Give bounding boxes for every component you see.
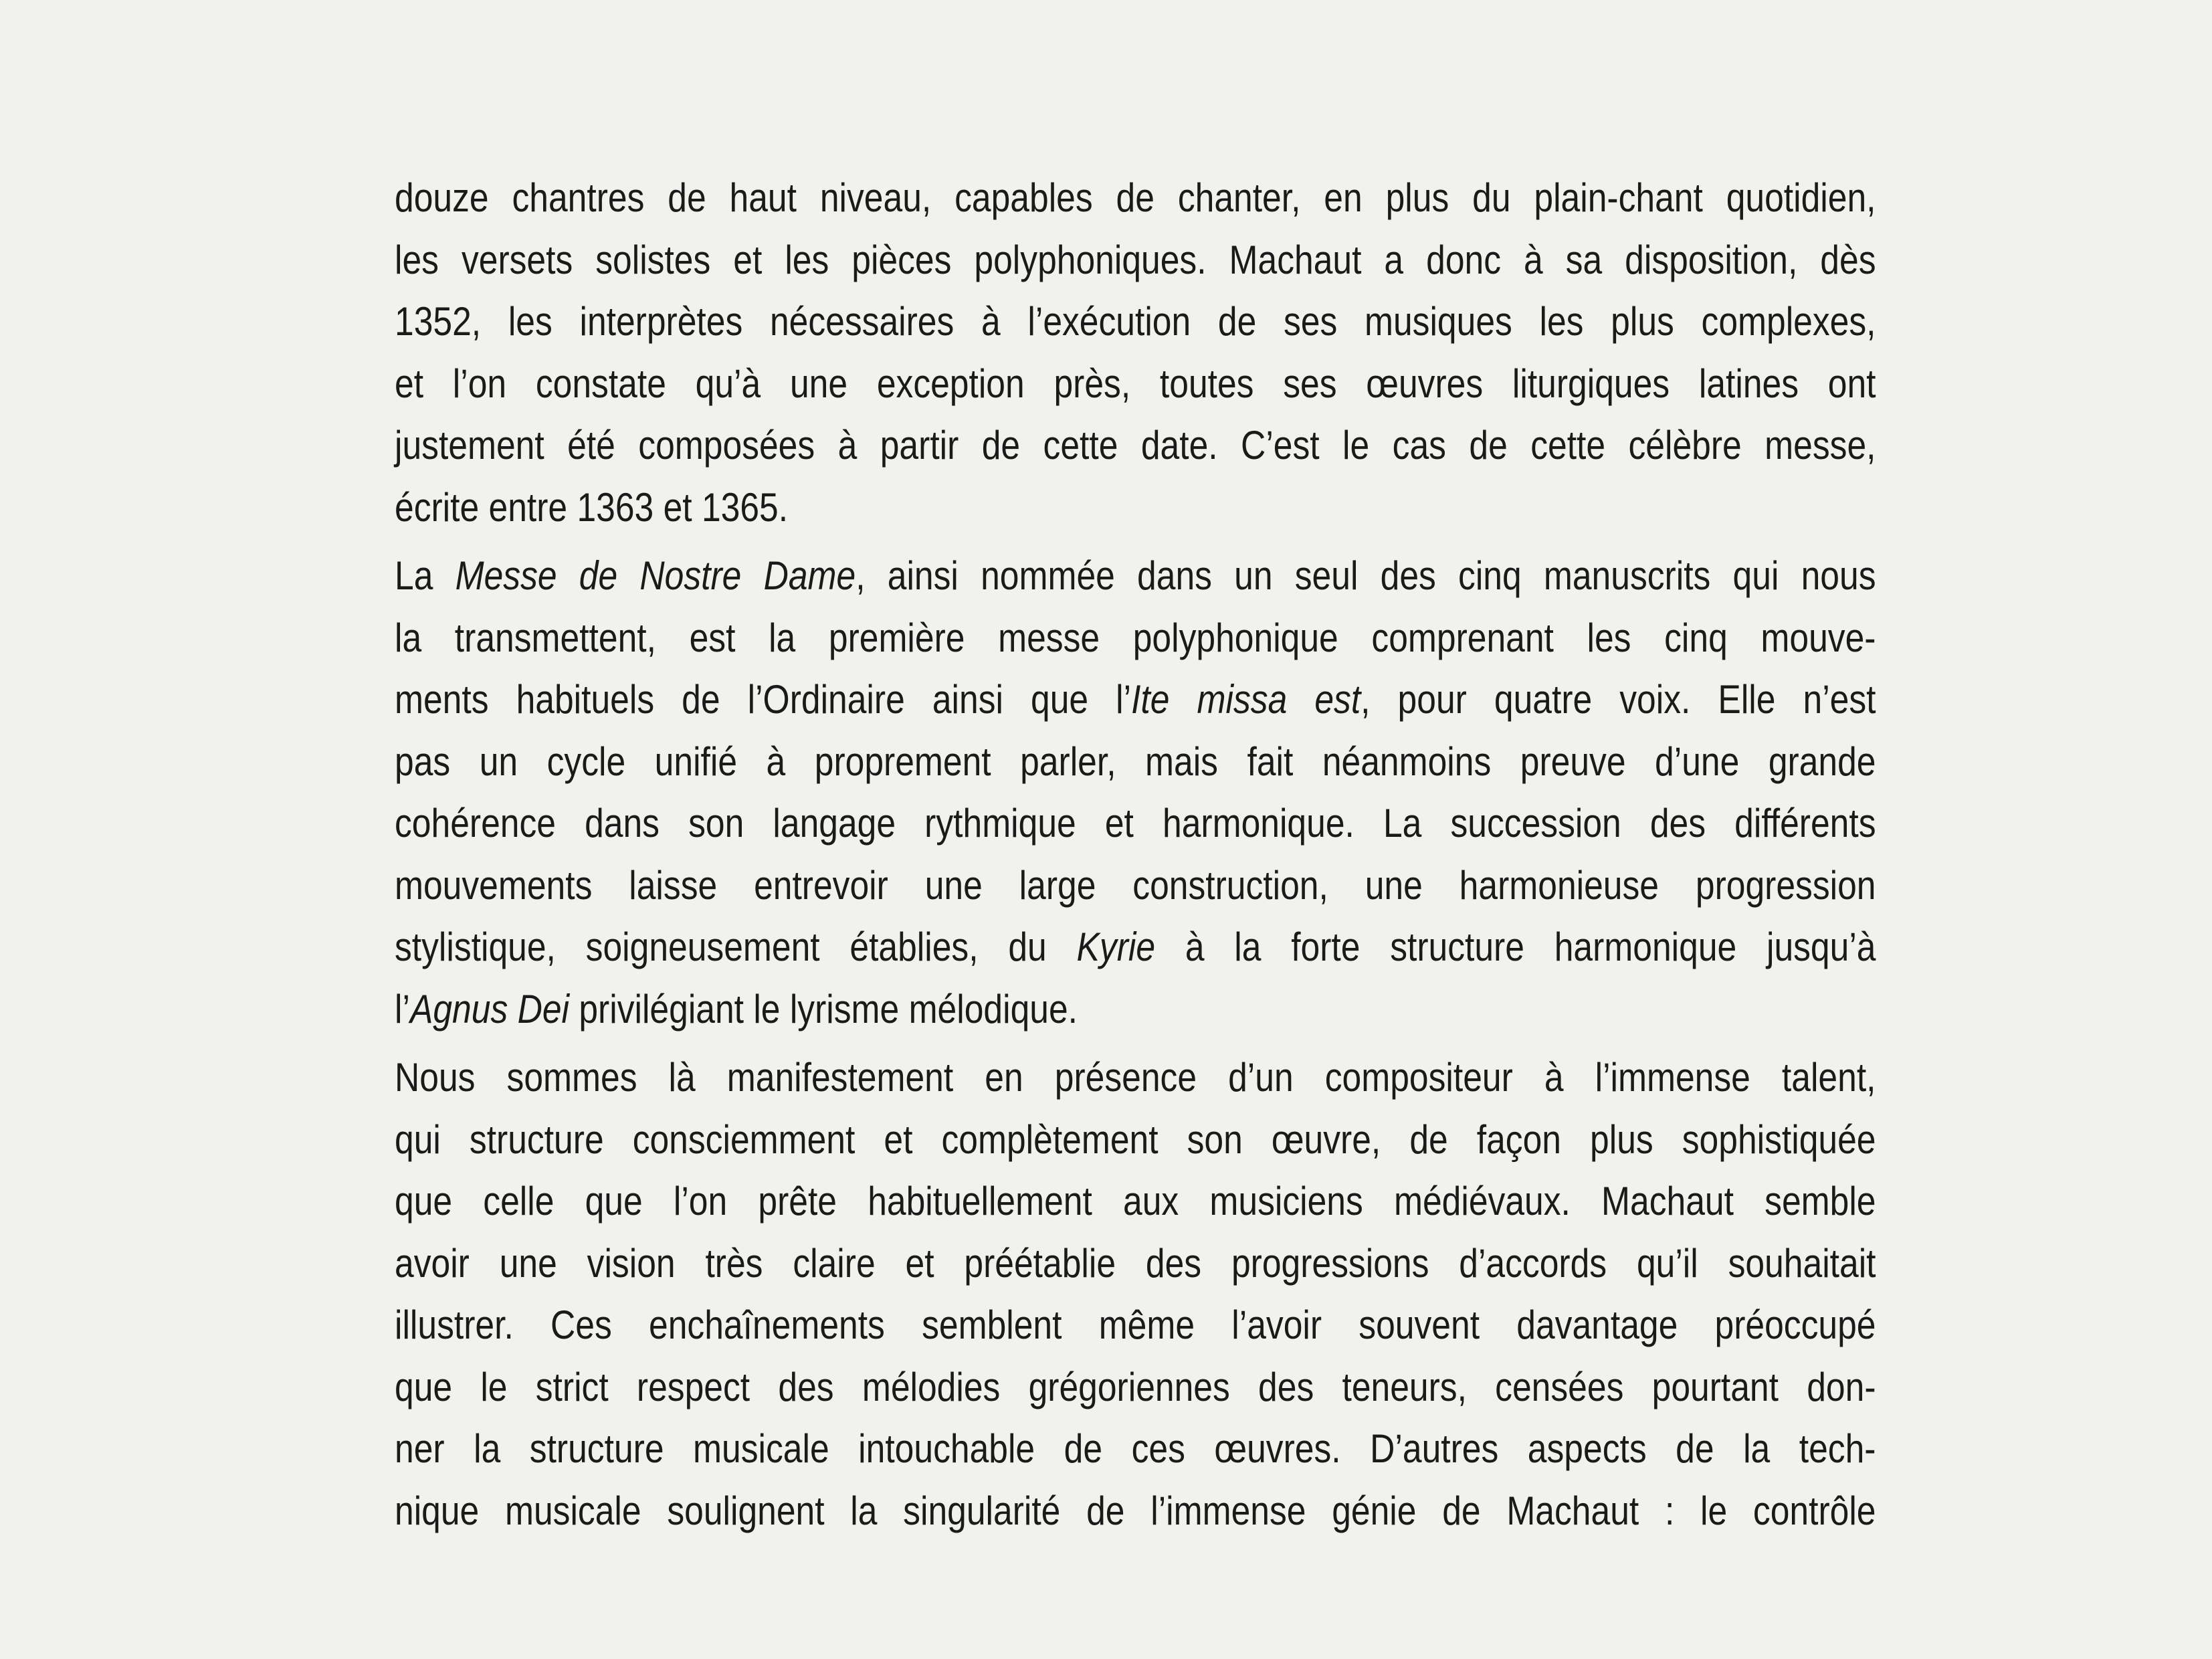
text-line: ments habituels de l’Ordinaire ainsi que l’Ite missa est, pour quatre voix. Elle n’est bbox=[395, 677, 1876, 722]
text-line: l’Agnus Dei privilégiant le lyrisme mélodique. bbox=[395, 986, 1078, 1032]
paragraph-1 bbox=[395, 167, 1876, 539]
text-line: écrite entre 1363 et 1365. bbox=[395, 484, 789, 530]
text-line: que le strict respect des mélodies grégoriennes des teneurs, censées pourtant don- bbox=[395, 1364, 1876, 1409]
text-line: Nous sommes là manifestement en présence d’un compositeur à l’immense talent, bbox=[395, 1055, 1876, 1100]
text-line: les versets solistes et les pièces polyphoniques. Machaut a donc à sa disposition, dès bbox=[395, 237, 1876, 282]
text-line: cohérence dans son langage rythmique et harmonique. La succession des différents bbox=[395, 801, 1876, 846]
text-line: la transmettent, est la première messe polyphonique comprenant les cinq mouve- bbox=[395, 615, 1876, 660]
term-kyrie: Kyrie bbox=[1076, 924, 1156, 969]
text-line: 1352, les interprètes nécessaires à l’exécution de ses musiques les plus complexes, bbox=[395, 299, 1876, 344]
text-column bbox=[395, 167, 1876, 1542]
text-line: avoir une vision très claire et préétablie des progressions d’accords qu’il souhaitait bbox=[395, 1240, 1876, 1286]
paragraph-3 bbox=[395, 1047, 1876, 1542]
text-line: pas un cycle unifié à proprement parler, mais fait néanmoins preuve d’une grande bbox=[395, 739, 1876, 784]
text-line: La Messe de Nostre Dame, ainsi nommée dans un seul des cinq manuscrits qui nous bbox=[395, 553, 1876, 598]
text-line: ner la structure musicale intouchable de ces œuvres. D’autres aspects de la tech- bbox=[395, 1426, 1876, 1471]
text-line: justement été composées à partir de cette date. C’est le cas de cette célèbre messe, bbox=[395, 423, 1876, 468]
text-line: illustrer. Ces enchaînements semblent même l’avoir souvent davantage préoccupé bbox=[395, 1302, 1876, 1347]
term-ite-missa-est: Ite missa est bbox=[1131, 677, 1361, 722]
text-line: que celle que l’on prête habituellement aux musiciens médiévaux. Machaut semble bbox=[395, 1179, 1876, 1224]
text-line: mouvements laisse entrevoir une large construction, une harmonieuse progression bbox=[395, 862, 1876, 908]
term-agnus-dei: Agnus Dei bbox=[409, 986, 570, 1032]
text-line: nique musicale soulignent la singularité de l’immense génie de Machaut : le contrôle bbox=[395, 1488, 1876, 1533]
text-line: et l’on constate qu’à une exception près, toutes ses œuvres liturgiques latines ont bbox=[395, 361, 1876, 406]
paragraph-2 bbox=[395, 545, 1876, 1040]
text-line: douze chantres de haut niveau, capables de chanter, en plus du plain-chant quotidien, bbox=[395, 175, 1876, 220]
text-line: qui structure consciemment et complètement son œuvre, de façon plus sophistiquée bbox=[395, 1116, 1876, 1162]
title-messe-de-nostre-dame: Messe de Nostre Dame bbox=[455, 553, 856, 598]
text-line: stylistique, soigneusement établies, du Kyrie à la forte structure harmonique jusqu’à bbox=[395, 924, 1876, 969]
